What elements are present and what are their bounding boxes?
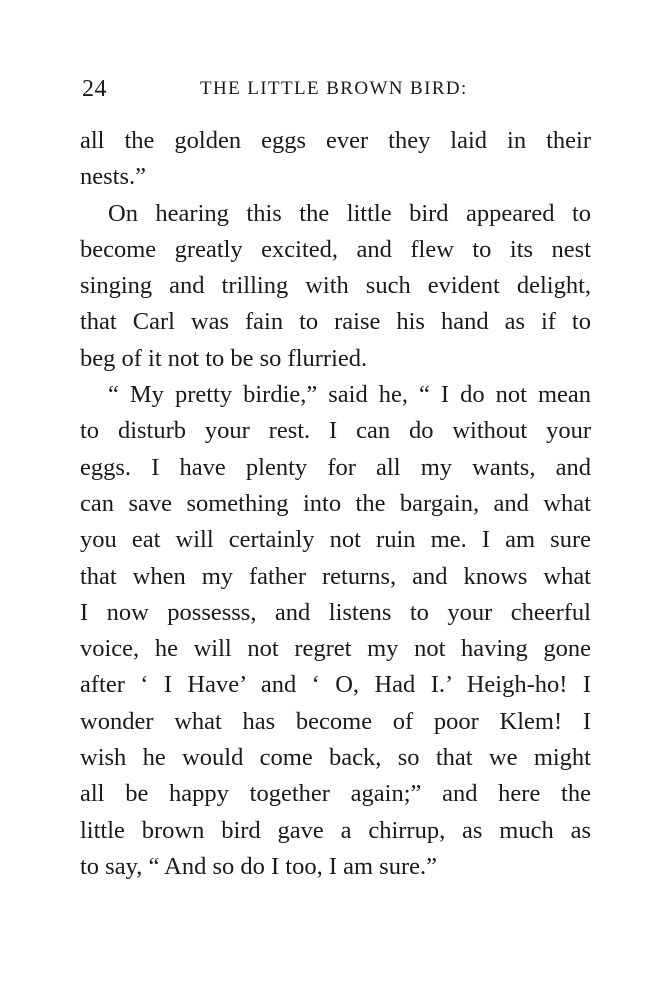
page-number: 24 [82, 76, 107, 102]
paragraph-first-line: On hearing this the little bird appeared to [108, 199, 591, 227]
running-title: THE LITTLE BROWN BIRD: [200, 78, 468, 99]
text-line: can save something into the bargain, and what [80, 489, 591, 517]
text-line: little brown bird gave a chirrup, as much as [80, 816, 591, 844]
text-line: wish he would come back, so that we might [80, 744, 591, 772]
text-line: that when my father returns, and knows what [80, 562, 591, 590]
text-line: voice, he will not regret my not having gone [80, 635, 591, 663]
text-line: all the golden eggs ever they laid in their [80, 127, 591, 154]
text-line: after ‘ I Have’ and ‘ O, Had I.’ Heigh-ho! I [80, 671, 591, 699]
text-line: become greatly excited, and flew to its nest [80, 235, 591, 263]
text-line: all be happy together again;” and here the [80, 780, 591, 808]
text-line: wonder what has become of poor Klem! I [80, 707, 591, 735]
body-text [80, 123, 591, 885]
text-line: to say, “ And so do I too, I am sure.” [80, 852, 437, 880]
text-line: beg of it not to be so flurried. [80, 344, 368, 372]
text-line: singing and trilling with such evident delight, [80, 272, 591, 300]
text-line: you eat will certainly not ruin me. I am sure [80, 526, 591, 554]
text-line: that Carl was fain to raise his hand as if to [80, 308, 591, 336]
running-head [82, 76, 590, 106]
text-line: to disturb your rest. I can do without your [80, 417, 591, 445]
text-line: I now possesss, and listens to your cheerful [80, 598, 591, 626]
text-line: nests.” [80, 163, 146, 191]
paragraph-first-line: “ My pretty birdie,” said he, “ I do not mean [108, 381, 591, 409]
text-line: eggs. I have plenty for all my wants, and [80, 453, 591, 481]
